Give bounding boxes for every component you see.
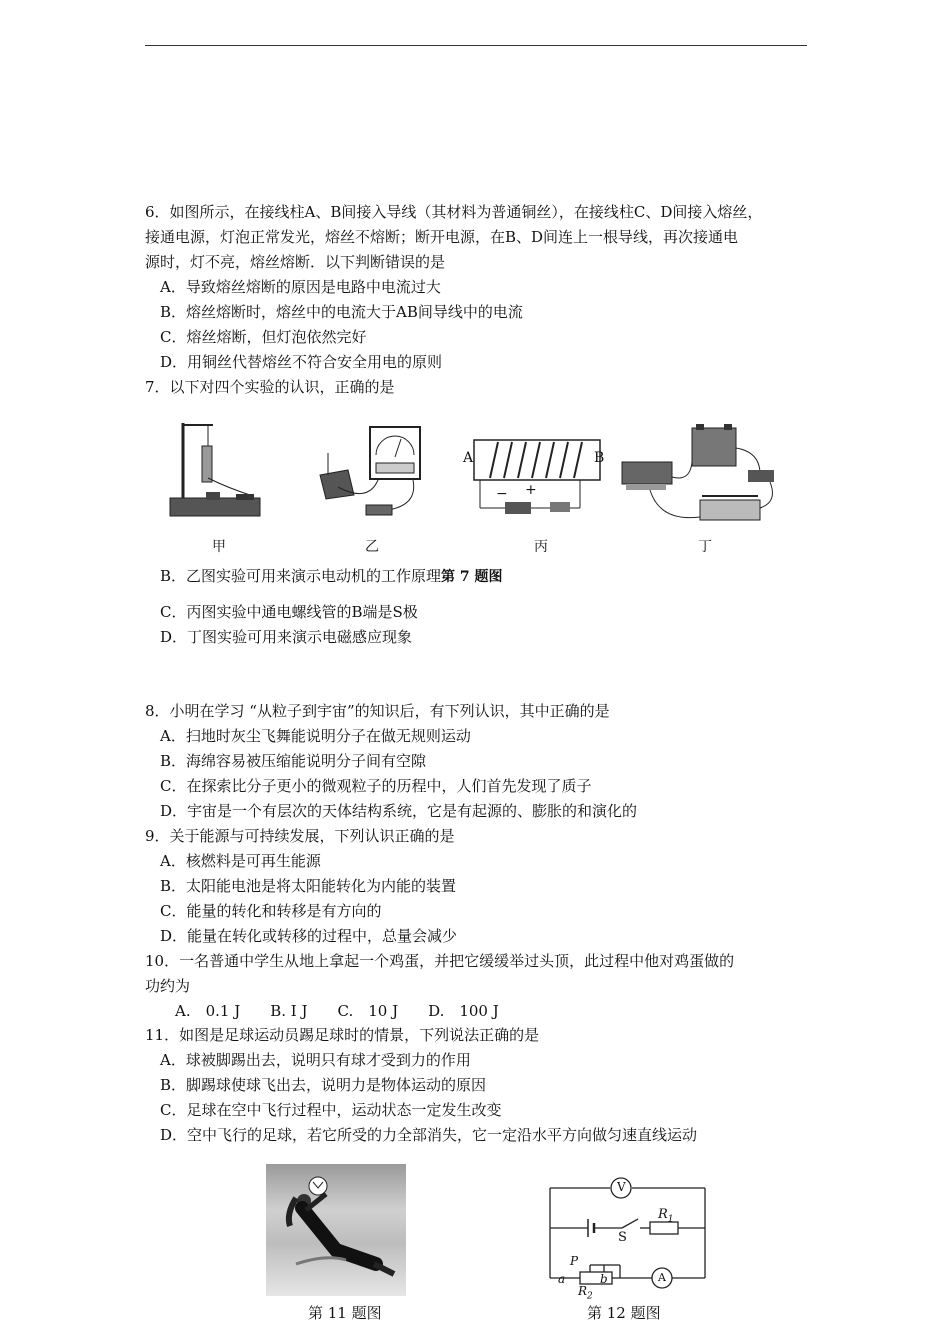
q9-option-c: C．能量的转化和转移是有方向的: [160, 902, 382, 920]
q7-label-bing: 丙: [534, 539, 548, 555]
q8-stem: 8．小明在学习 “从粒子到宇宙”的知识后，有下列认识，其中正确的是: [145, 702, 610, 720]
q12-end-a-label: a: [558, 1272, 566, 1286]
q7-option-b-text: B．乙图实验可用来演示电动机的工作原理: [160, 567, 442, 585]
q12-ammeter-label: A: [658, 1271, 666, 1284]
q12-figure-caption: 第 12 题图: [587, 1304, 661, 1322]
q11-figure-caption: 第 11 题图: [308, 1304, 382, 1322]
q12-r1-subscript: 1: [667, 1214, 674, 1225]
q11-stem: 11．如图是足球运动员踢足球时的情景，下列说法正确的是: [145, 1026, 540, 1044]
switch-icon: [622, 1219, 638, 1228]
q10-stem-line-1: 10．一名普通中学生从地上拿起一个鸡蛋，并把它缓缓举过头顶，此过程中他对鸡蛋做的: [145, 952, 735, 970]
q11-option-a: A．球被脚踢出去，说明只有球才受到力的作用: [160, 1051, 471, 1069]
q7-coil-end-a: A: [463, 450, 474, 466]
q12-switch-label: S: [618, 1230, 627, 1245]
q7-option-d: D．丁图实验可用来演示电磁感应现象: [160, 628, 413, 646]
q8-option-d: D．宇宙是一个有层次的天体结构系统，它是有起源的、膨胀的和演化的: [160, 802, 638, 820]
q10-stem-line-2: 功约为: [145, 977, 191, 995]
q7-battery-minus: −: [496, 486, 508, 502]
q12-voltmeter-label: V: [617, 1180, 626, 1194]
q11-option-c: C．足球在空中飞行过程中，运动状态一定发生改变: [160, 1101, 502, 1119]
q6-stem-line-2: 接通电源，灯泡正常发光，熔丝不熔断；断开电源，在B、D间连上一根导线，再次接通电: [145, 228, 739, 246]
q12-r1-letter: R: [658, 1207, 668, 1222]
q8-option-c: C．在探索比分子更小的微观粒子的历程中，人们首先发现了质子: [160, 777, 592, 795]
q12-r1-label: [658, 1207, 674, 1225]
q6-option-d: D．用铜丝代替熔丝不符合安全用电的原则: [160, 353, 443, 371]
q11-option-d: D．空中飞行的足球，若它所受的力全部消失，它一定沿水平方向做匀速直线运动: [160, 1126, 698, 1144]
q12-end-b-label: b: [600, 1272, 608, 1286]
q12-circuit-diagram: [540, 1172, 715, 1297]
q9-option-a: A．核燃料是可再生能源: [160, 852, 321, 870]
q12-r2-label: [578, 1284, 593, 1301]
q11-soccer-photo: [266, 1164, 406, 1296]
soccer-player-graphic: [266, 1164, 406, 1296]
q8-option-b: B．海绵容易被压缩能说明分子间有空隙: [160, 752, 427, 770]
q6-stem-line-3: 源时，灯不亮，熔丝熔断．以下判断错误的是: [145, 253, 446, 271]
q7-option-b-partial: [160, 567, 442, 586]
q8-option-a: A．扫地时灰尘飞舞能说明分子在做无规则运动: [160, 727, 471, 745]
q10-options: A. 0.1 J B. I J C. 10 J D. 100 J: [175, 1002, 499, 1020]
q9-stem: 9．关于能源与可持续发展，下列认识正确的是: [145, 827, 455, 845]
q7-figure-yi: [318, 425, 428, 520]
q7-label-ding: 丁: [698, 539, 712, 555]
q7-figure-bing: [460, 438, 610, 518]
q9-option-b: B．太阳能电池是将太阳能转化为内能的装置: [160, 877, 457, 895]
q7-label-jia: 甲: [212, 539, 226, 555]
q7-figure-jia: [168, 418, 268, 523]
q7-figure-caption: 第 7 题图: [441, 569, 503, 585]
q7-label-yi: 乙: [365, 539, 379, 555]
q12-slider-label: P: [570, 1254, 579, 1268]
header-rule: [145, 45, 807, 46]
q7-option-c: C．丙图实验中通电螺线管的B端是S极: [160, 603, 418, 621]
q7-battery-plus: +: [525, 482, 537, 498]
q7-coil-end-b: B: [594, 450, 605, 466]
q6-option-c: C．熔丝熔断，但灯泡依然完好: [160, 328, 367, 346]
q12-r2-subscript: 2: [587, 1291, 593, 1302]
q7-stem: 7．以下对四个实验的认识，正确的是: [145, 378, 395, 396]
q6-option-a: A．导致熔丝熔断的原因是电路中电流过大: [160, 278, 441, 296]
q6-stem-line-1: 6．如图所示，在接线柱A、B间接入导线（其材料为普通铜丝），在接线柱C、D间接入熔丝，: [145, 203, 763, 221]
q9-option-d: D．能量在转化或转移的过程中，总量会减少: [160, 927, 458, 945]
q7-figure-ding: [620, 422, 780, 527]
q6-option-b: B．熔丝熔断时，熔丝中的电流大于AB间导线中的电流: [160, 303, 523, 321]
q11-option-b: B．脚踢球使球飞出去，说明力是物体运动的原因: [160, 1076, 487, 1094]
q12-r2-letter: R: [578, 1284, 588, 1298]
